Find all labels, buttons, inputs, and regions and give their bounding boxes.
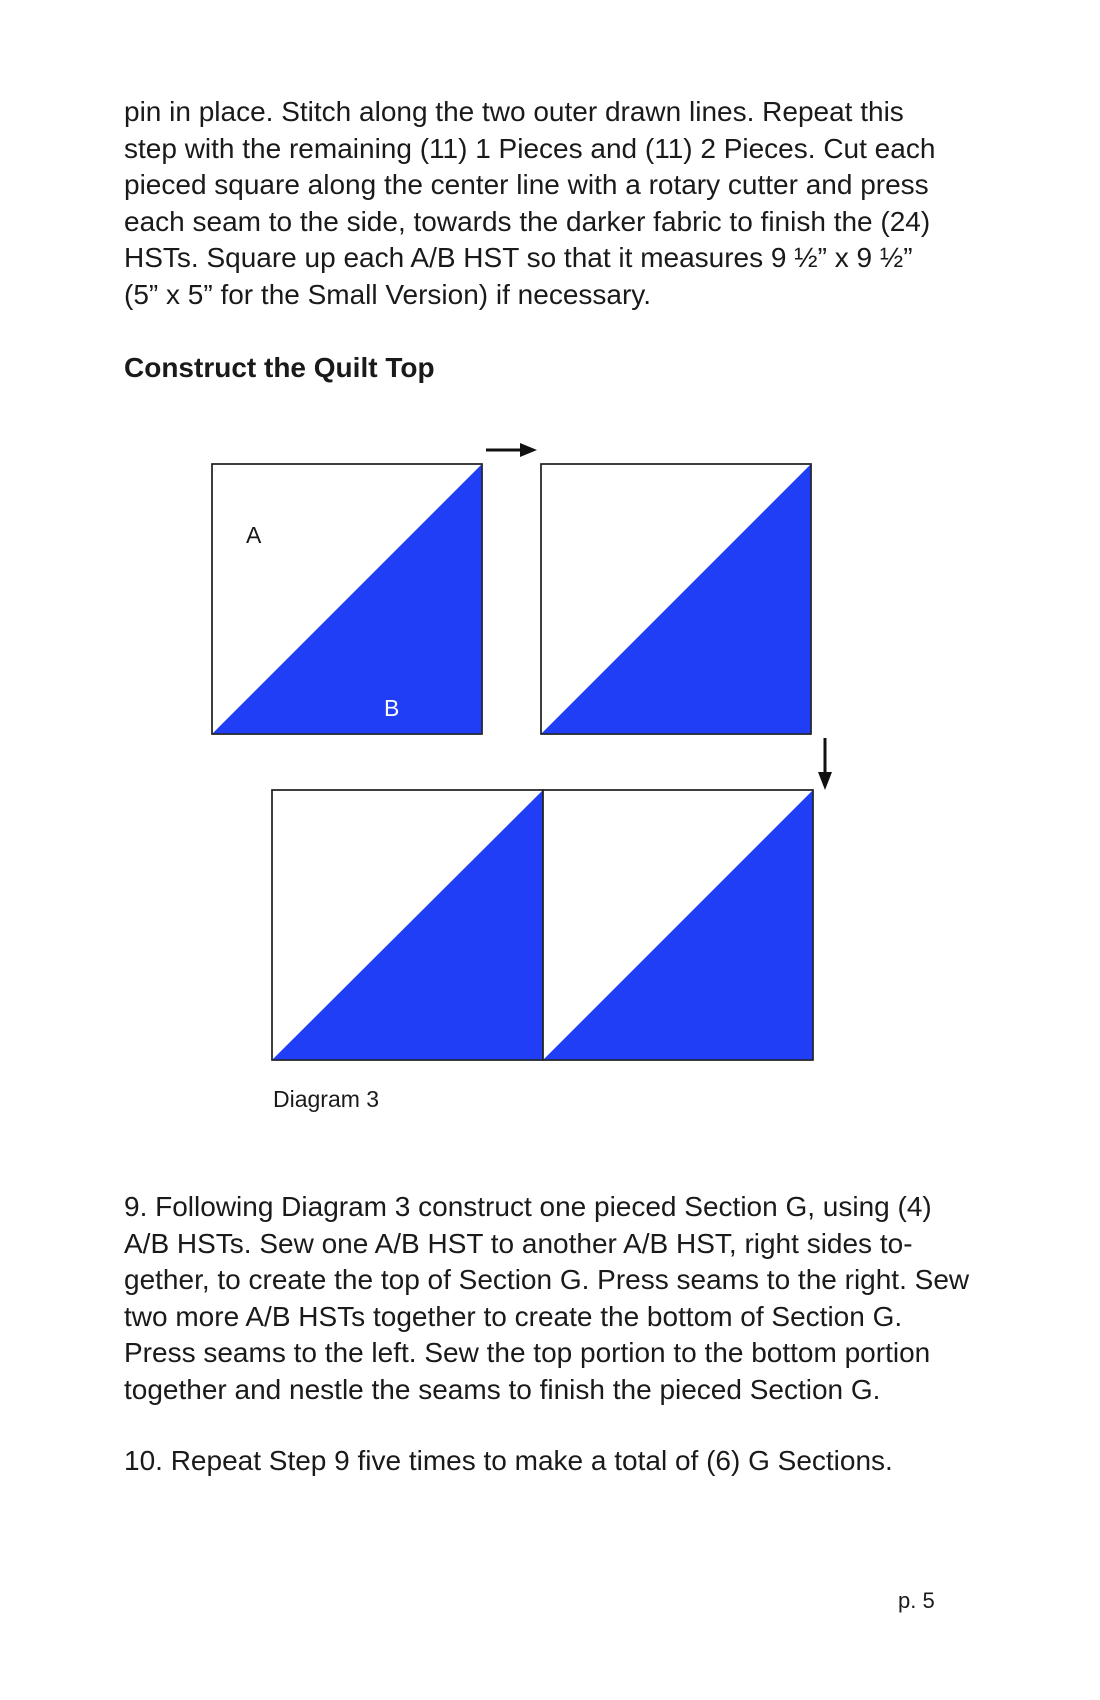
intro-paragraph: pin in place. Stitch along the two outer drawn lines. Repeat this step with the remaining (11) 1 Pieces and (11) 2 Pieces. Cut each pieced square along the center line with a rotary cutter and press each seam to the side, towards the darker fabric to finish the (24) HSTs. Square up each A/B HST so that it measures 9 ½” x 9 ½” (5” x 5” for the Small Version) if necessary. [124, 96, 936, 310]
hst-top-right [541, 464, 811, 734]
label-b: B [384, 695, 400, 721]
step-10-paragraph: 10. Repeat Step 9 five times to make a total of (6) G Sections. [124, 1445, 893, 1476]
diagram-caption: Diagram 3 [273, 1086, 380, 1112]
hst-bottom-left [272, 790, 543, 1060]
hst-bottom-right [543, 790, 813, 1060]
hst-top-left [212, 464, 482, 734]
arrow-right-icon [486, 443, 537, 457]
page-number: p. 5 [898, 1588, 935, 1613]
label-a: A [246, 522, 262, 548]
step-9-paragraph: 9. Following Diagram 3 construct one pieced Section G, using (4) A/B HSTs. Sew one A/B HST to another A/B HST, right sides to- gether, to create the top of Section G. Press seams to the right. Sew two more A/B HSTs together to create the bottom of Section G. Press seams to the left. Sew the top portion to the bottom portion together and nestle the seams to finish the pieced Section G. [124, 1191, 970, 1405]
arrow-down-icon [818, 738, 832, 790]
section-heading: Construct the Quilt Top [124, 352, 435, 383]
